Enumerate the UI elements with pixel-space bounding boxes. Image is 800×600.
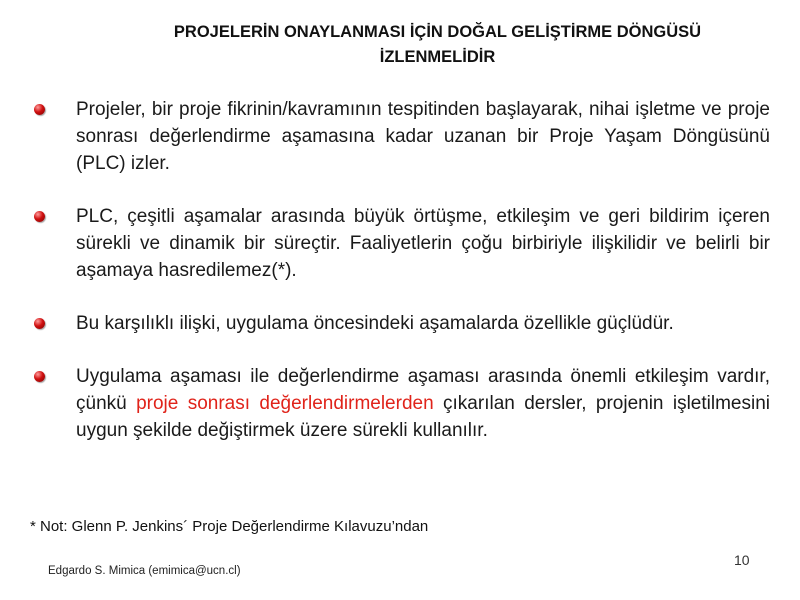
- bullet-dot-icon: [34, 104, 45, 115]
- slide-title-line-2: İZLENMELİDİR: [379, 48, 496, 66]
- bullet-text: Bu karşılıklı ilişki, uygulama öncesindeki aşamalarda özellikle güçlüdür.: [76, 313, 674, 334]
- bullet-text-after: çıkarılan dersler, projenin işletilmesini uygun şekilde değiştirmek üzere sürekli kullanılır.: [76, 393, 770, 441]
- bullet-text: PLC, çeşitli aşamalar arasında büyük örtüşme, etkileşim ve geri bildirim içeren sürekli ve dinamik bir süreçtir. Faaliyetlerin çoğu birbiriyle ilişkilidir ve belirli bir aşamaya hasredilemez(*).: [76, 206, 770, 281]
- slide-title-line-1: PROJELERİN ONAYLANMASI İÇİN DOĞAL GELİŞTİRME DÖNGÜSÜ: [173, 23, 702, 41]
- bullet-item: [30, 96, 770, 177]
- bullet-dot-icon: [34, 318, 45, 329]
- bullet-list: [30, 96, 770, 470]
- slide-title: [100, 20, 775, 70]
- bullet-text-before: Uygulama aşaması ile değerlendirme aşaması arasında önemli etkileşim vardır, çünkü: [76, 366, 770, 414]
- bullet-item: [30, 363, 770, 444]
- highlighted-text: proje sonrası değerlendirmelerden: [136, 393, 434, 414]
- bullet-item: [30, 310, 770, 337]
- author-credit: Edgardo S. Mimica (emimica@ucn.cl): [48, 565, 241, 577]
- bullet-dot-icon: [34, 211, 45, 222]
- footnote: * Not: Glenn P. Jenkins´ Proje Değerlendirme Kılavuzu’ndan: [30, 518, 429, 535]
- page-number: 10: [734, 552, 750, 568]
- bullet-text: Projeler, bir proje fikrinin/kavramının tespitinden başlayarak, nihai işletme ve proje sonrası değerlendirme aşamasına kadar uzanan bir Proje Yaşam Döngüsünü (PLC) izler.: [76, 99, 770, 174]
- bullet-dot-icon: [34, 371, 45, 382]
- bullet-item: [30, 203, 770, 284]
